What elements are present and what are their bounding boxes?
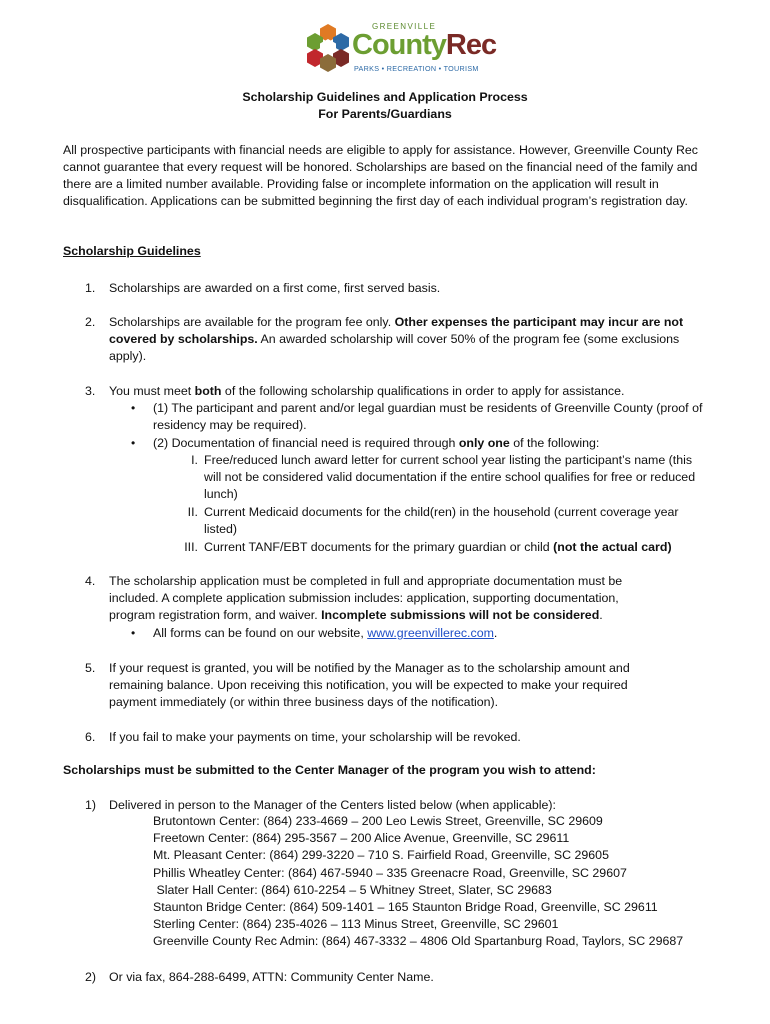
qualification-bullet-1: (1) The participant and parent and/or legal guardian must be residents of Greenville County (proof of residency may be required). bbox=[153, 401, 703, 432]
roman-numeral: I. bbox=[191, 453, 198, 467]
center-phillis-wheatley: Phillis Wheatley Center: (864) 467-5940 – 335 Greenacre Road, Greenville, SC 29607 bbox=[153, 865, 627, 880]
center-mt-pleasant: Mt. Pleasant Center: (864) 299-3220 – 710 S. Fairfield Road, Greenville, SC 29605 bbox=[153, 848, 609, 863]
guideline-item-6: If you fail to make your payments on time, your scholarship will be revoked. bbox=[109, 730, 521, 744]
documentation-option-2: Current Medicaid documents for the child(ren) in the household (current coverage year listed) bbox=[204, 505, 679, 536]
item-2-text-a: Scholarships are available for the program fee only. bbox=[109, 315, 395, 329]
guideline-item-4 bbox=[109, 573, 664, 624]
item-3-bold: both bbox=[194, 384, 222, 398]
logo-tagline: PARKS • RECREATION • TOURISM bbox=[354, 64, 479, 73]
item-2-bold: Other expenses the participant may incur are not covered by scholarships. bbox=[109, 315, 684, 346]
guideline-item-3 bbox=[109, 383, 709, 400]
option-3-text: Current TANF/EBT documents for the primary guardian or child bbox=[204, 540, 554, 554]
submission-item-1: Delivered in person to the Manager of the Centers listed below (when applicable): bbox=[109, 798, 557, 812]
center-slater-hall: Slater Hall Center: (864) 610-2254 – 5 Whitney Street, Slater, SC 29683 bbox=[153, 882, 552, 897]
center-list bbox=[153, 813, 733, 951]
item-number: 4. bbox=[85, 574, 96, 588]
center-brutontown: Brutontown Center: (864) 233-4669 – 200 Leo Lewis Street, Greenville, SC 29609 bbox=[153, 814, 603, 828]
logo-rec: Rec bbox=[445, 29, 497, 61]
document-title: Scholarship Guidelines and Application Process bbox=[242, 90, 528, 104]
center-staunton-bridge: Staunton Bridge Center: (864) 509-1401 – 165 Staunton Bridge Road, Greenville, SC 29611 bbox=[153, 900, 658, 915]
item-3-text-a: You must meet bbox=[109, 384, 195, 398]
documentation-option-1: Free/reduced lunch award letter for current school year listing the participant’s name (this will not be considered valid documentation if the entire school qualifies for free or reduced lunch) bbox=[204, 453, 696, 501]
roman-numeral: II. bbox=[187, 505, 198, 519]
item-2-text-b: An awarded scholarship will cover 50% of the program fee (some exclusions apply). bbox=[109, 332, 680, 363]
documentation-option-3 bbox=[204, 539, 712, 556]
item-4-text-b: . bbox=[599, 608, 603, 622]
item-number: 1. bbox=[85, 281, 96, 295]
logo-small-text: GREENVILLE bbox=[372, 22, 437, 31]
logo-county: County bbox=[352, 29, 446, 61]
item-number: 1) bbox=[85, 798, 97, 812]
website-bullet-text: All forms can be found on our website, bbox=[153, 626, 368, 640]
guideline-item-5: If your request is granted, you will be notified by the Manager as to the scholarship amount and remaining balance. Upon receiving this notification, you will be expected to make your required payment immediately (or within three business days of the notification). bbox=[109, 661, 630, 709]
logo-hexagon-icon bbox=[306, 24, 350, 72]
item-number: 3. bbox=[85, 384, 96, 398]
bullet-2-bold: only one bbox=[458, 436, 510, 450]
center-sterling: Sterling Center: (864) 235-4026 – 113 Minus Street, Greenville, SC 29601 bbox=[153, 917, 559, 932]
bullet-icon: • bbox=[131, 436, 136, 450]
website-link[interactable]: www.greenvillerec.com bbox=[367, 626, 494, 640]
bullet-icon: • bbox=[131, 401, 136, 415]
item-number: 2. bbox=[85, 315, 96, 329]
bullet-2-text-a: (2) Documentation of financial need is required through bbox=[153, 436, 459, 450]
item-number: 5. bbox=[85, 661, 96, 675]
logo-name bbox=[352, 28, 496, 62]
bullet-2-text-b: of the following: bbox=[509, 436, 600, 450]
center-freetown: Freetown Center: (864) 295-3567 – 200 Alice Avenue, Greenville, SC 29611 bbox=[153, 831, 570, 846]
item-4-text-a: The scholarship application must be completed in full and appropriate documentation must be included. A complete application submission includes: application, supporting documentation, program registration form, and waiver. bbox=[109, 574, 623, 622]
submission-item-2: Or via fax, 864-288-6499, ATTN: Community Center Name. bbox=[109, 970, 434, 984]
qualification-bullet-2 bbox=[153, 435, 713, 452]
option-3-bold: (not the actual card) bbox=[553, 540, 672, 554]
roman-numeral: III. bbox=[184, 540, 198, 554]
website-bullet-end: . bbox=[493, 626, 498, 640]
center-rec-admin: Greenville County Rec Admin: (864) 467-3332 – 4806 Old Spartanburg Road, Taylors, SC 29687 bbox=[153, 934, 684, 949]
website-bullet bbox=[153, 625, 713, 642]
document-subtitle: For Parents/Guardians bbox=[318, 107, 452, 121]
guidelines-heading: Scholarship Guidelines bbox=[63, 244, 201, 258]
guideline-item-2 bbox=[109, 314, 709, 365]
submission-heading: Scholarships must be submitted to the Center Manager of the program you wish to attend: bbox=[63, 763, 596, 777]
item-number: 6. bbox=[85, 730, 96, 744]
guideline-item-1: Scholarships are awarded on a first come, first served basis. bbox=[109, 281, 441, 295]
item-number: 2) bbox=[85, 970, 97, 984]
greenville-county-rec-logo bbox=[306, 20, 496, 78]
bullet-icon: • bbox=[131, 626, 136, 640]
item-3-text-b: of the following scholarship qualifications in order to apply for assistance. bbox=[221, 384, 625, 398]
item-4-bold: Incomplete submissions will not be considered bbox=[321, 608, 600, 622]
intro-paragraph: All prospective participants with financial needs are eligible to apply for assistance. However, Greenville County Rec cannot guarantee that every request will be honored. Scholarships are based on the financial need of the family and there are a limited number available. Providing false or incomplete information on the application will result in disqualification. Applications can be submitted beginning the first day of each individual program’s registration day. bbox=[63, 143, 698, 208]
